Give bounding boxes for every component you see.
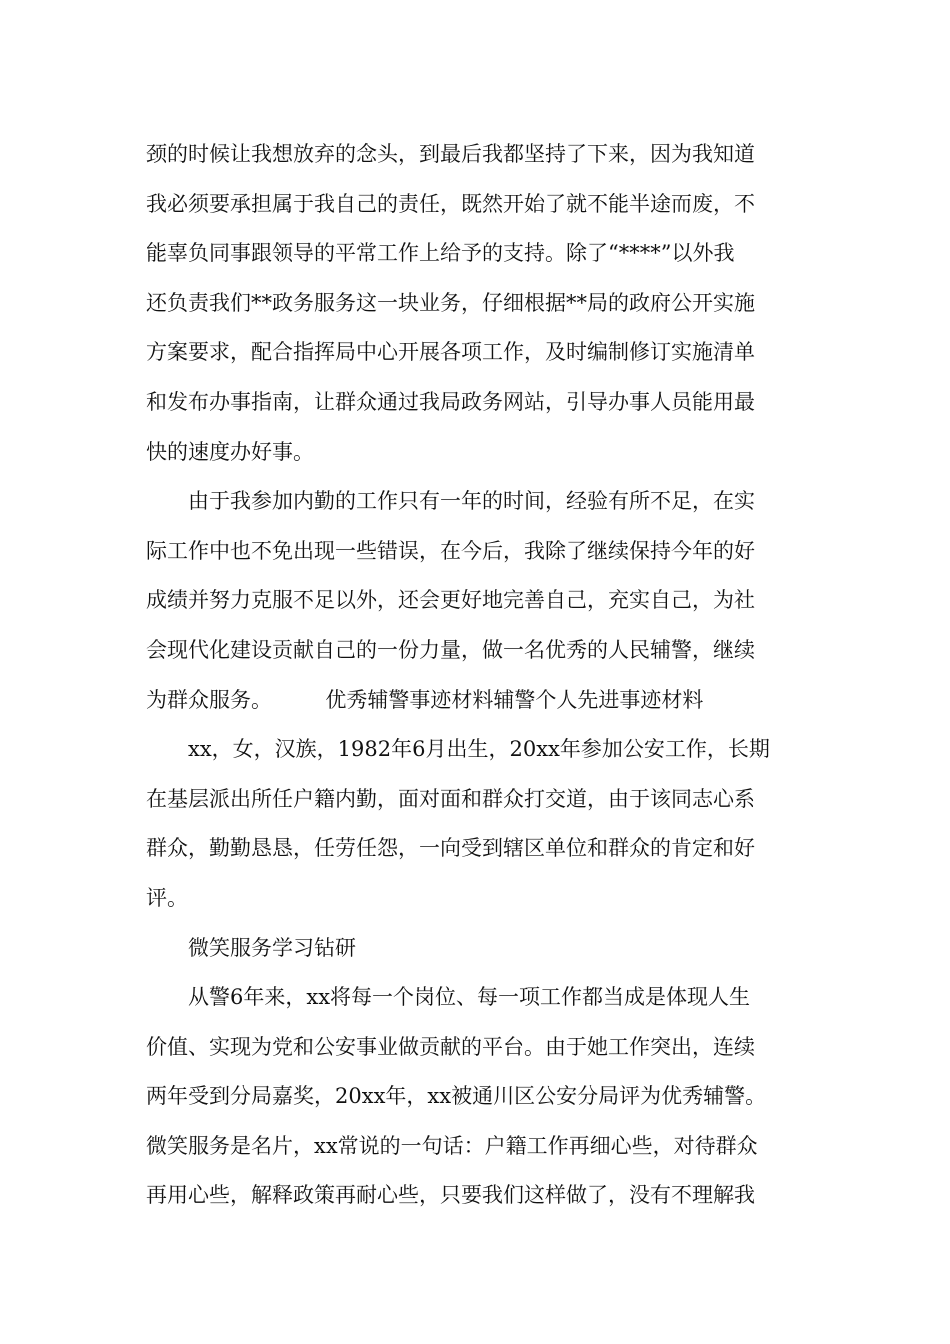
text-line: 群众，勤勤恳恳，任劳任怨，一向受到辖区单位和群众的肯定和好 [146, 836, 755, 861]
text-line: 价值、实现为党和公安事业做贡献的平台。由于她工作突出，连续 [146, 1034, 755, 1059]
text-line: 方案要求，配合指挥局中心开展各项工作，及时编制修订实施清单 [146, 340, 755, 365]
text-line: 快的速度办好事。 [146, 439, 314, 464]
text-line: 和发布办事指南，让群众通过我局政务网站，引导办事人员能用最 [146, 389, 755, 414]
paragraph-first-line: xx，女，汉族，1982年6月出生，20xx年参加公安工作，长期 [188, 737, 770, 762]
text-line: 再用心些，解释政策再耐心些，只要我们这样做了，没有不理解我 [146, 1183, 755, 1208]
text-line: 微笑服务是名片，xx常说的一句话：户籍工作再细心些，对待群众 [146, 1133, 758, 1158]
text-line: 在基层派出所任户籍内勤，面对面和群众打交道，由于该同志心系 [146, 786, 755, 811]
paragraph-first-line: 从警6年来，xx将每一个岗位、每一项工作都当成是体现人生 [188, 985, 751, 1010]
text-line: 际工作中也不免出现一些错误，在今后，我除了继续保持今年的好 [146, 538, 755, 563]
text-line-with-title: 为群众服务。 优秀辅警事迹材料辅警个人先进事迹材料 [146, 687, 704, 712]
document-body [146, 130, 818, 1221]
text-line: 还负责我们**政务服务这一块业务，仔细根据**局的政府公开实施 [146, 290, 755, 315]
text-line: 颈的时候让我想放弃的念头，到最后我都坚持了下来，因为我知道 [146, 142, 755, 166]
text-line: 两年受到分局嘉奖，20xx年，xx被通川区公安分局评为优秀辅警。 [146, 1084, 767, 1109]
paragraph-first-line: 由于我参加内勤的工作只有一年的时间，经验有所不足，在实 [188, 489, 755, 514]
text-line: 会现代化建设贡献自己的一份力量，做一名优秀的人民辅警，继续 [146, 637, 755, 662]
text-line: 能辜负同事跟领导的平常工作上给予的支持。除了“****”以外我 [146, 241, 735, 266]
section-heading: 微笑服务学习钻研 [188, 935, 356, 960]
text-line: 成绩并努力克服不足以外，还会更好地完善自己，充实自己，为社 [146, 588, 755, 613]
text-line: 我必须要承担属于我自己的责任，既然开始了就不能半途而废，不 [146, 191, 755, 216]
text-line: 评。 [146, 885, 188, 910]
